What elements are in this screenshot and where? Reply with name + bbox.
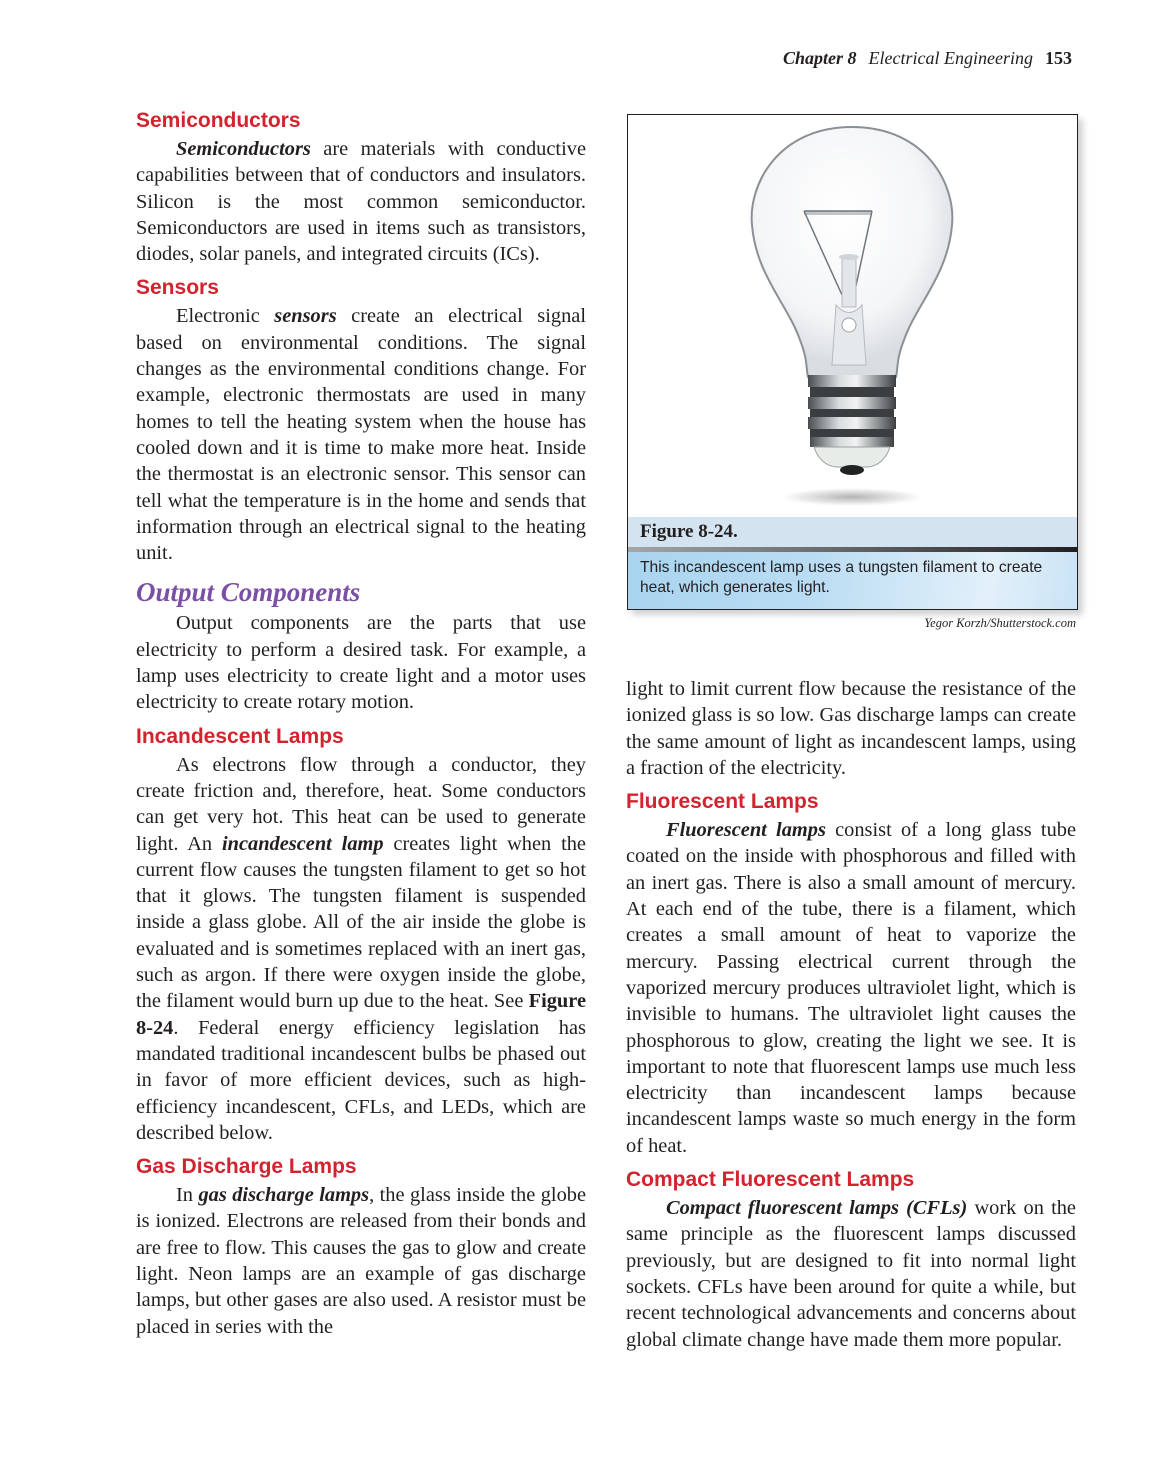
figure-caption: This incandescent lamp uses a tungsten filament to create heat, which generates light. (640, 559, 1043, 596)
paragraph-sensors: Electronic sensors create an electrical signal based on environmental conditions. The signal changes as the environmental conditions change. For example, electronic thermostats are used in many homes to tell the heating system when the house has cooled down and it is time to make more heat. Inside the thermostat is an electronic sensor. This sensor can tell what the temperature is in the home and sends that information through an electrical signal to the heating unit. (136, 305, 586, 565)
heading-incandescent-lamps: Incandescent Lamps (136, 724, 344, 748)
chapter-title: Electrical Engineering (868, 48, 1033, 68)
heading-gas-discharge-lamps: Gas Discharge Lamps (136, 1155, 357, 1179)
heading-semiconductors: Semiconductors (136, 109, 301, 132)
paragraph-semiconductors: Semiconductors are materials with conductive capabilities between that of conductors and insulators. Silicon is the most common semiconductor. Semiconductors are used in items such as transistors, diodes, solar panels, and integrated circuits (ICs). (136, 138, 586, 266)
term-fluorescent-lamps: Fluorescent lamps (666, 819, 826, 842)
term-incandescent-lamp: incandescent lamp (221, 832, 384, 855)
term-sensors: sensors (274, 305, 337, 328)
page-number: 153 (1045, 48, 1072, 68)
running-head (783, 48, 1072, 69)
paragraph-gas-discharge: In gas discharge lamps, the glass inside the globe is ionized. Electrons are released from their bonds and are free to flow. This causes the gas to glow and create light. Neon lamps are an example of gas discharge lamps, but other gases are also used. A resistor must be placed in series with the (136, 1184, 587, 1338)
light-bulb-image (628, 115, 1077, 517)
term-gas-discharge-lamps: gas discharge lamps (198, 1184, 370, 1207)
image-credit: Yegor Korzh/Shutterstock.com (924, 616, 1076, 630)
paragraph-output-components: Output components are the parts that use electricity to perform a desired task. For example, a lamp uses electricity to create light and a motor uses electricity to create rotary motion. (136, 612, 586, 714)
paragraph-cfl: Compact fluorescent lamps (CFLs) work on the same principle as the fluorescent lamps discussed previously, but are designed to fit into normal light sockets. CFLs have been around for quite a while, but recent technological advancements and concerns about global climate change have made them more popular. (626, 1197, 1076, 1351)
paragraph-gas-discharge-continued: light to limit current flow because the resistance of the ionized glass is so low. Gas discharge lamps can create the same amount of light as incandescent lamps, using a fraction of the electricity. (626, 678, 1076, 779)
heading-compact-fluorescent-lamps: Compact Fluorescent Lamps (626, 1168, 915, 1192)
heading-sensors: Sensors (136, 276, 219, 300)
term-cfls: Compact fluorescent lamps (CFLs) (666, 1197, 968, 1220)
figure-caption-box (628, 552, 1077, 609)
paragraph-incandescent: As electrons flow through a conductor, they create friction and, therefore, heat. Some conductors can get very hot. This heat can be used to generate light. An incandescent lamp creates light when the current flow causes the tungsten filament to get so hot that it glows. The tungsten filament is suspended inside a glass globe. All of the air inside the globe is evaluated and is sometimes replaced with an inert gas, such as argon. If there were oxygen inside the globe, the filament would burn up due to the heat. See Figure 8-24. Federal energy efficiency legislation has mandated traditional incandescent bulbs be phased out in favor of more efficient devices, such as high-efficiency incandescent, CFLs, and LEDs, which are described below. (136, 753, 586, 1144)
left-column (136, 106, 586, 1340)
figure-label-bar (628, 517, 1077, 547)
chapter-number: Chapter 8 (783, 48, 857, 68)
figure-label: Figure 8-24. (640, 521, 738, 542)
right-column (626, 676, 1076, 1353)
paragraph-fluorescent: Fluorescent lamps consist of a long glass tube coated on the inside with phosphorous and filled with an inert gas. There is also a small amount of mercury. At each end of the tube, there is a filament, which creates a small amount of heat to vaporize the mercury. Passing electrical current through the vaporized mercury produces ultraviolet light, which is invisible to humans. The ultraviolet light causes the phosphorous to glow, creating the light we see. It is important to note that fluorescent lamps use much less electricity than incandescent lamps because incandescent lamps waste so much energy in the form of heat. (626, 819, 1077, 1157)
heading-output-components: Output Components (136, 577, 361, 608)
heading-fluorescent-lamps: Fluorescent Lamps (626, 790, 819, 814)
figure-8-24 (627, 114, 1078, 610)
term-semiconductors: Semiconductors (176, 138, 311, 160)
figure-reference-link[interactable]: Figure 8-24 (136, 990, 586, 1039)
